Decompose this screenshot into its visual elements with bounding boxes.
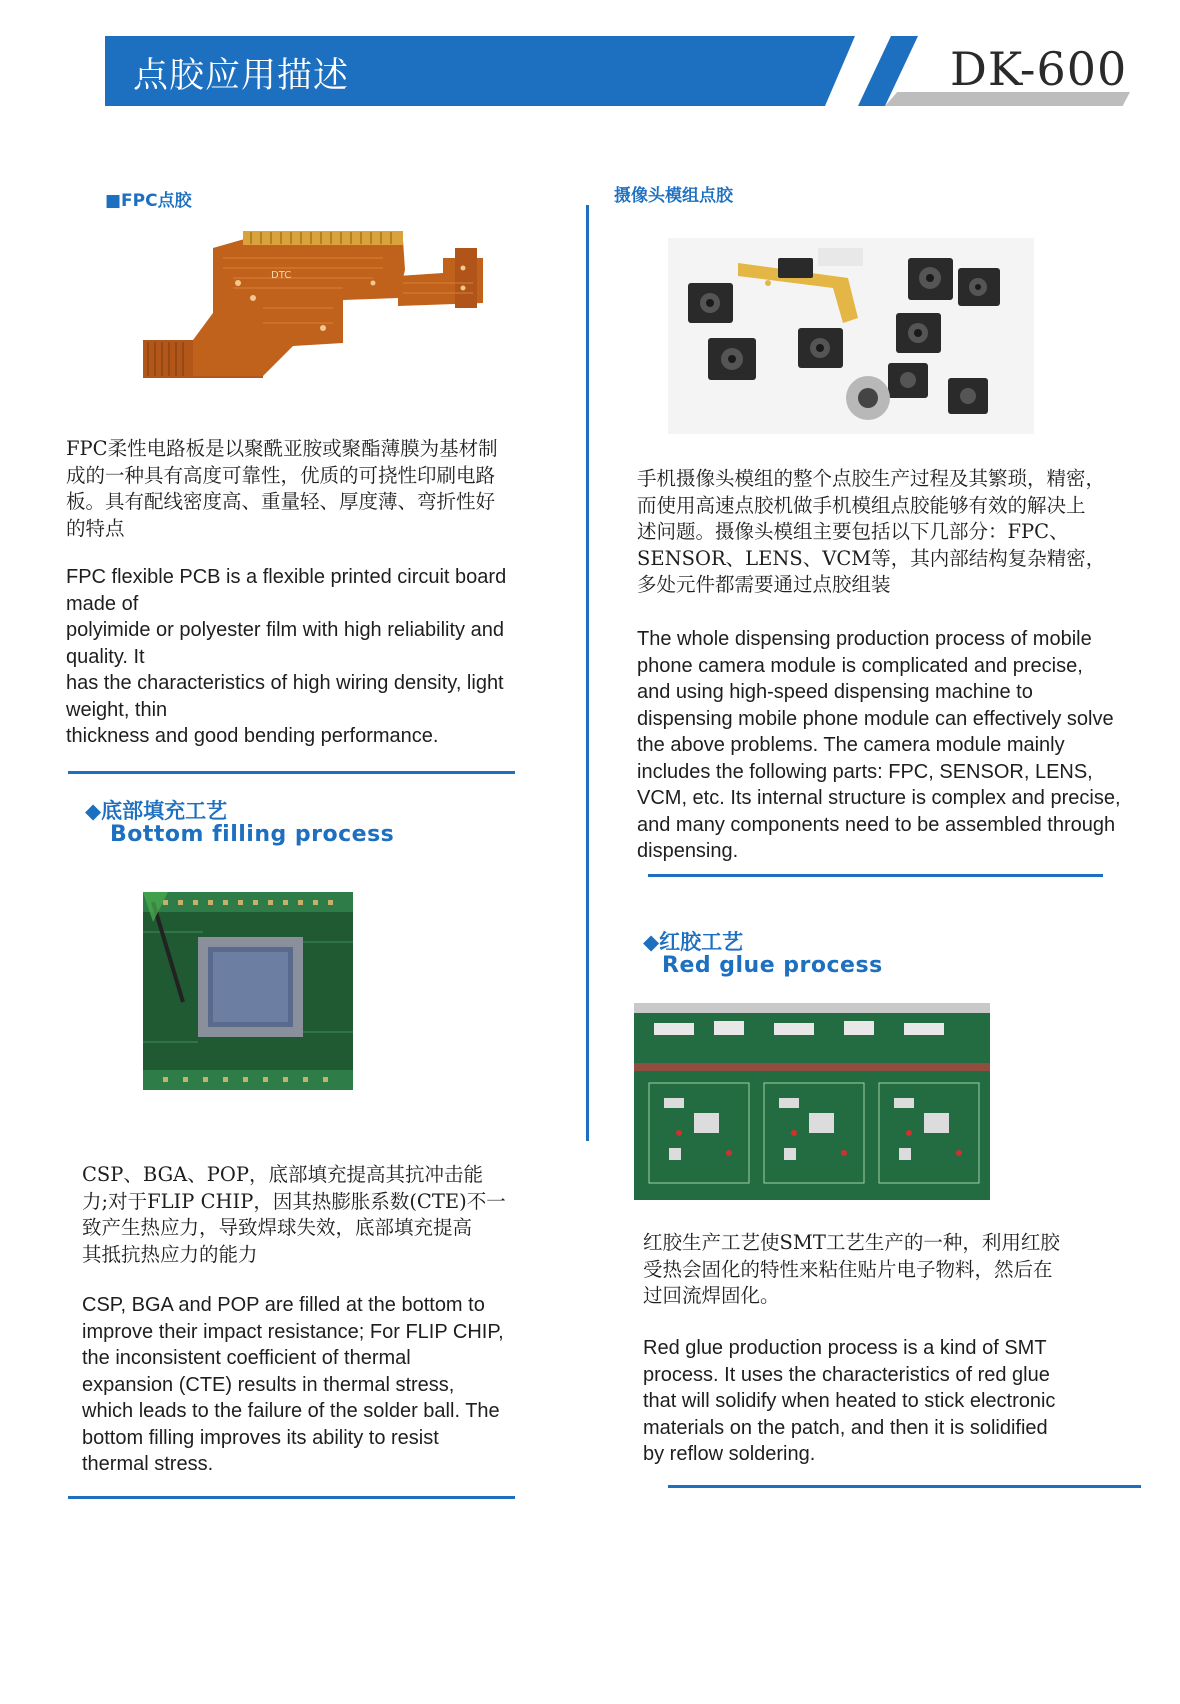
camera-heading: 摄像头模组点胶 — [614, 186, 733, 206]
bottom-fill-text-cn: CSP、BGA、POP，底部填充提高其抗冲击能 力;对于FLIP CHIP，因其热膨胀系数(CTE)不一 致产生热应力，导致焊球失效，底部填充提高 其抵抗热应力的能力 — [82, 1163, 506, 1266]
fpc-image-label: DTC — [271, 270, 292, 281]
fpc-heading: ■FPC点胶 — [105, 191, 192, 211]
model-number: DK-600 — [950, 42, 1128, 96]
bottom-fill-section-rule — [68, 1496, 515, 1499]
fpc-text-en: FPC flexible PCB is a flexible printed circuit board made of polyimide or polyester film with high reliability and quality. It has the characteristics of high wiring density, light weight, thin thickness and good bending performance. — [66, 566, 507, 747]
camera-module-image — [668, 238, 1034, 434]
red-glue-text-cn: 红胶生产工艺使SMT工艺生产的一种，利用红胶 受热会固化的特性来粘住贴片电子物料，然后在 过回流焊固化。 — [643, 1231, 1060, 1307]
red-glue-heading-cn: ◆红胶工艺 — [643, 930, 744, 954]
bottom-fill-heading-cn: ◆底部填充工艺 — [85, 799, 228, 823]
fpc-text-cn: FPC柔性电路板是以聚酰亚胺或聚酯薄膜为基材制 成的一种具有高度可靠性，优质的可挠性印刷电路 板。具有配线密度高、重量轻、厚度薄、弯折性好 的特点 — [66, 437, 498, 540]
camera-text-en: The whole dispensing production process of mobile phone camera module is complicated and precise, and using high-speed dispensing machine to dispensing mobile phone module can effectively solve the above problems. The camera module mainly includes the following parts: FPC, SENSOR, LENS, VCM, etc. Its internal structure is complex and precise, and many components need to be assembled through dispensing. — [637, 628, 1121, 862]
fpc-section-rule — [68, 771, 515, 774]
camera-section-rule — [648, 874, 1103, 877]
column-divider — [586, 205, 589, 1141]
bottom-fill-text-en: CSP, BGA and POP are filled at the bottom to improve their impact resistance; For FLIP CHIP, the inconsistent coefficient of thermal expansion (CTE) results in thermal stress, which leads to the failure of the solder ball. The bottom filling improves its ability to resist thermal stress. — [82, 1294, 504, 1475]
red-glue-heading-en: Red glue process — [662, 953, 883, 978]
page-title: 点胶应用描述 — [133, 56, 350, 96]
bottom-fill-image — [143, 892, 353, 1090]
red-glue-text-en: Red glue production process is a kind of SMT process. It uses the characteristics of red glue that will solidify when heated to stick electronic materials on the patch, and then it is solidified by reflow soldering. — [643, 1337, 1056, 1465]
red-glue-pcb-image — [634, 1003, 990, 1200]
red-glue-section-rule — [668, 1485, 1141, 1488]
camera-text-cn: 手机摄像头模组的整个点胶生产过程及其繁琐，精密， 而使用高速点胶机做手机模组点胶能够有效的解决上 述问题。摄像头模组主要包括以下几部分：FPC、 SENSOR、LENS、VCM等，其内部结构复杂精密， 多处元件都需要通过点胶组装 — [637, 467, 1106, 596]
fpc-image — [143, 228, 543, 383]
bottom-fill-heading-en: Bottom filling process — [110, 822, 395, 847]
